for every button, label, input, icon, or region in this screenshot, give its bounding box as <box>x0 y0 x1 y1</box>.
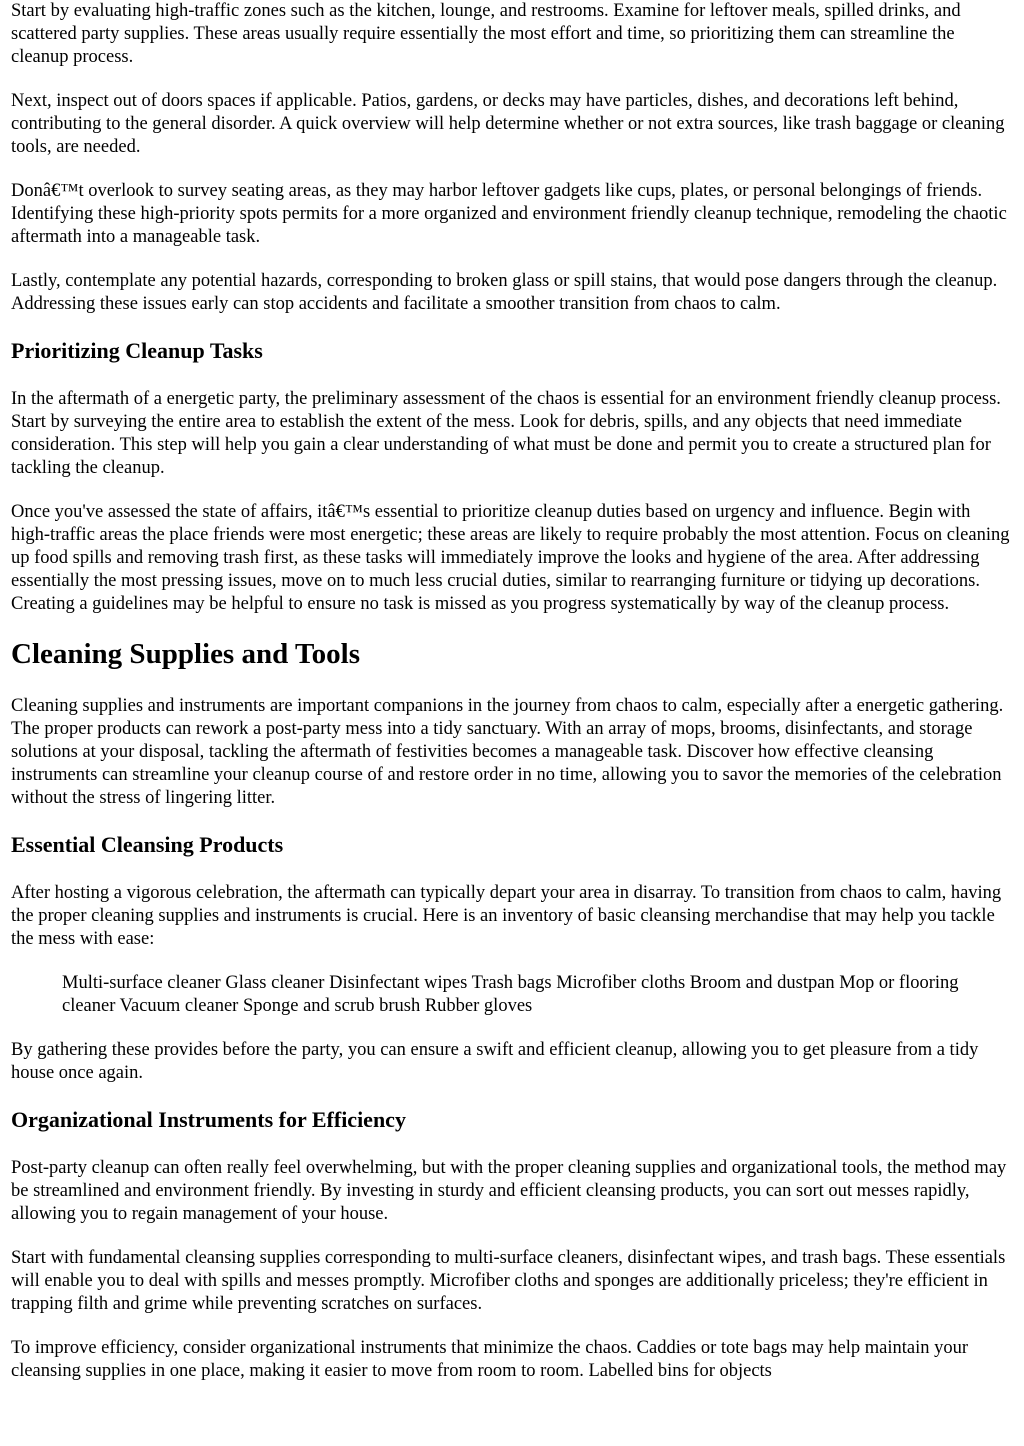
essential-paragraph-1: After hosting a vigorous celebration, the aftermath can typically depart your area in disarray. To transition from chaos to calm, having the proper cleaning supplies and instruments is crucial. Here is an inventory of basic cleansing merchandise that may help you tackle the mess with ease: <box>11 883 1002 949</box>
organizational-paragraph-1: Post-party cleanup can often really feel overwhelming, but with the proper cleaning supplies and organizational tools, the method may be streamlined and environment friendly. By investing in sturdy and efficient cleansing products, you can sort out messes rapidly, allowing you to regain management of your house. <box>11 1158 1007 1224</box>
heading-organizational-instruments: Organizational Instruments for Efficiency <box>11 1107 406 1132</box>
prioritizing-paragraph-2: Once you've assessed the state of affairs, itâ€™s essential to prioritize cleanup duties based on urgency and influence. Begin with high-traffic areas the place friends were most energetic; these areas are likely to require probably the most attention. Focus on cleaning up food spills and removing trash first, as these tasks will immediately improve the looks and hygiene of the area. After addressing essentially the most pressing issues, move on to much less crucial duties, similar to rearranging furniture or tidying up decorations. Creating a guidelines may be helpful to ensure no task is missed as you progress systematically by way of the cleanup process. <box>11 502 1010 614</box>
intro-paragraph-4: Lastly, contemplate any potential hazards, corresponding to broken glass or spill stains, that would pose dangers through the cleanup. Addressing these issues early can stop accidents and facilitate a smoother transition from chaos to calm. <box>11 271 998 314</box>
heading-cleaning-supplies: Cleaning Supplies and Tools <box>11 638 360 670</box>
prioritizing-paragraph-1: In the aftermath of a energetic party, the preliminary assessment of the chaos is essential for an environment friendly cleanup process. Start by surveying the entire area to establish the extent of the mess. Look for debris, spills, and any objects that need immediate consideration. This step will help you gain a clear understanding of what must be done and permit you to create a structured plan for tackling the cleanup. <box>11 389 1001 478</box>
heading-prioritizing: Prioritizing Cleanup Tasks <box>11 338 263 363</box>
essential-products-list: Multi-surface cleaner Glass cleaner Disinfectant wipes Trash bags Microfiber cloths Broom and dustpan Mop or flooring cleaner Vacuum cleaner Sponge and scrub brush Rubber gloves <box>62 973 959 1016</box>
organizational-paragraph-3: To improve efficiency, consider organizational instruments that minimize the chaos. Caddies or tote bags may help maintain your cleansing supplies in one place, making it easier to move from room to room. Labelled bins for objects <box>11 1338 969 1381</box>
intro-paragraph-2: Next, inspect out of doors spaces if applicable. Patios, gardens, or decks may have particles, dishes, and decorations left behind, contributing to the general disorder. A quick overview will help determine whether or not extra sources, like trash baggage or cleaning tools, are needed. <box>11 91 1005 157</box>
intro-paragraph-1: Start by evaluating high-traffic zones such as the kitchen, lounge, and restrooms. Examine for leftover meals, spilled drinks, and scattered party supplies. These areas usually require essentially the most effort and time, so prioritizing them can streamline the cleanup process. <box>11 1 961 67</box>
essential-paragraph-2: By gathering these provides before the party, you can ensure a swift and efficient cleanup, allowing you to get pleasure from a tidy house once again. <box>11 1040 979 1083</box>
supplies-paragraph: Cleaning supplies and instruments are important companions in the journey from chaos to calm, especially after a energetic gathering. The proper products can rework a post-party mess into a tidy sanctuary. With an array of mops, brooms, disinfectants, and storage solutions at your disposal, tackling the aftermath of festivities becomes a manageable task. Discover how effective cleansing instruments can streamline your cleanup course of and restore order in no time, allowing you to savor the memories of the celebration without the stress of lingering litter. <box>11 696 1004 808</box>
organizational-paragraph-2: Start with fundamental cleansing supplies corresponding to multi-surface cleaners, disinfectant wipes, and trash bags. These essentials will enable you to deal with spills and messes promptly. Microfiber cloths and sponges are additionally priceless; they're efficient in trapping filth and grime while preventing scratches on surfaces. <box>11 1248 1006 1314</box>
intro-paragraph-3: Donâ€™t overlook to survey seating areas, as they may harbor leftover gadgets like cups, plates, or personal belongings of friends. Identifying these high-priority spots permits for a more organized and environment friendly cleanup technique, remodeling the chaotic aftermath into a manageable task. <box>11 181 1007 247</box>
heading-essential-products: Essential Cleansing Products <box>11 832 284 857</box>
